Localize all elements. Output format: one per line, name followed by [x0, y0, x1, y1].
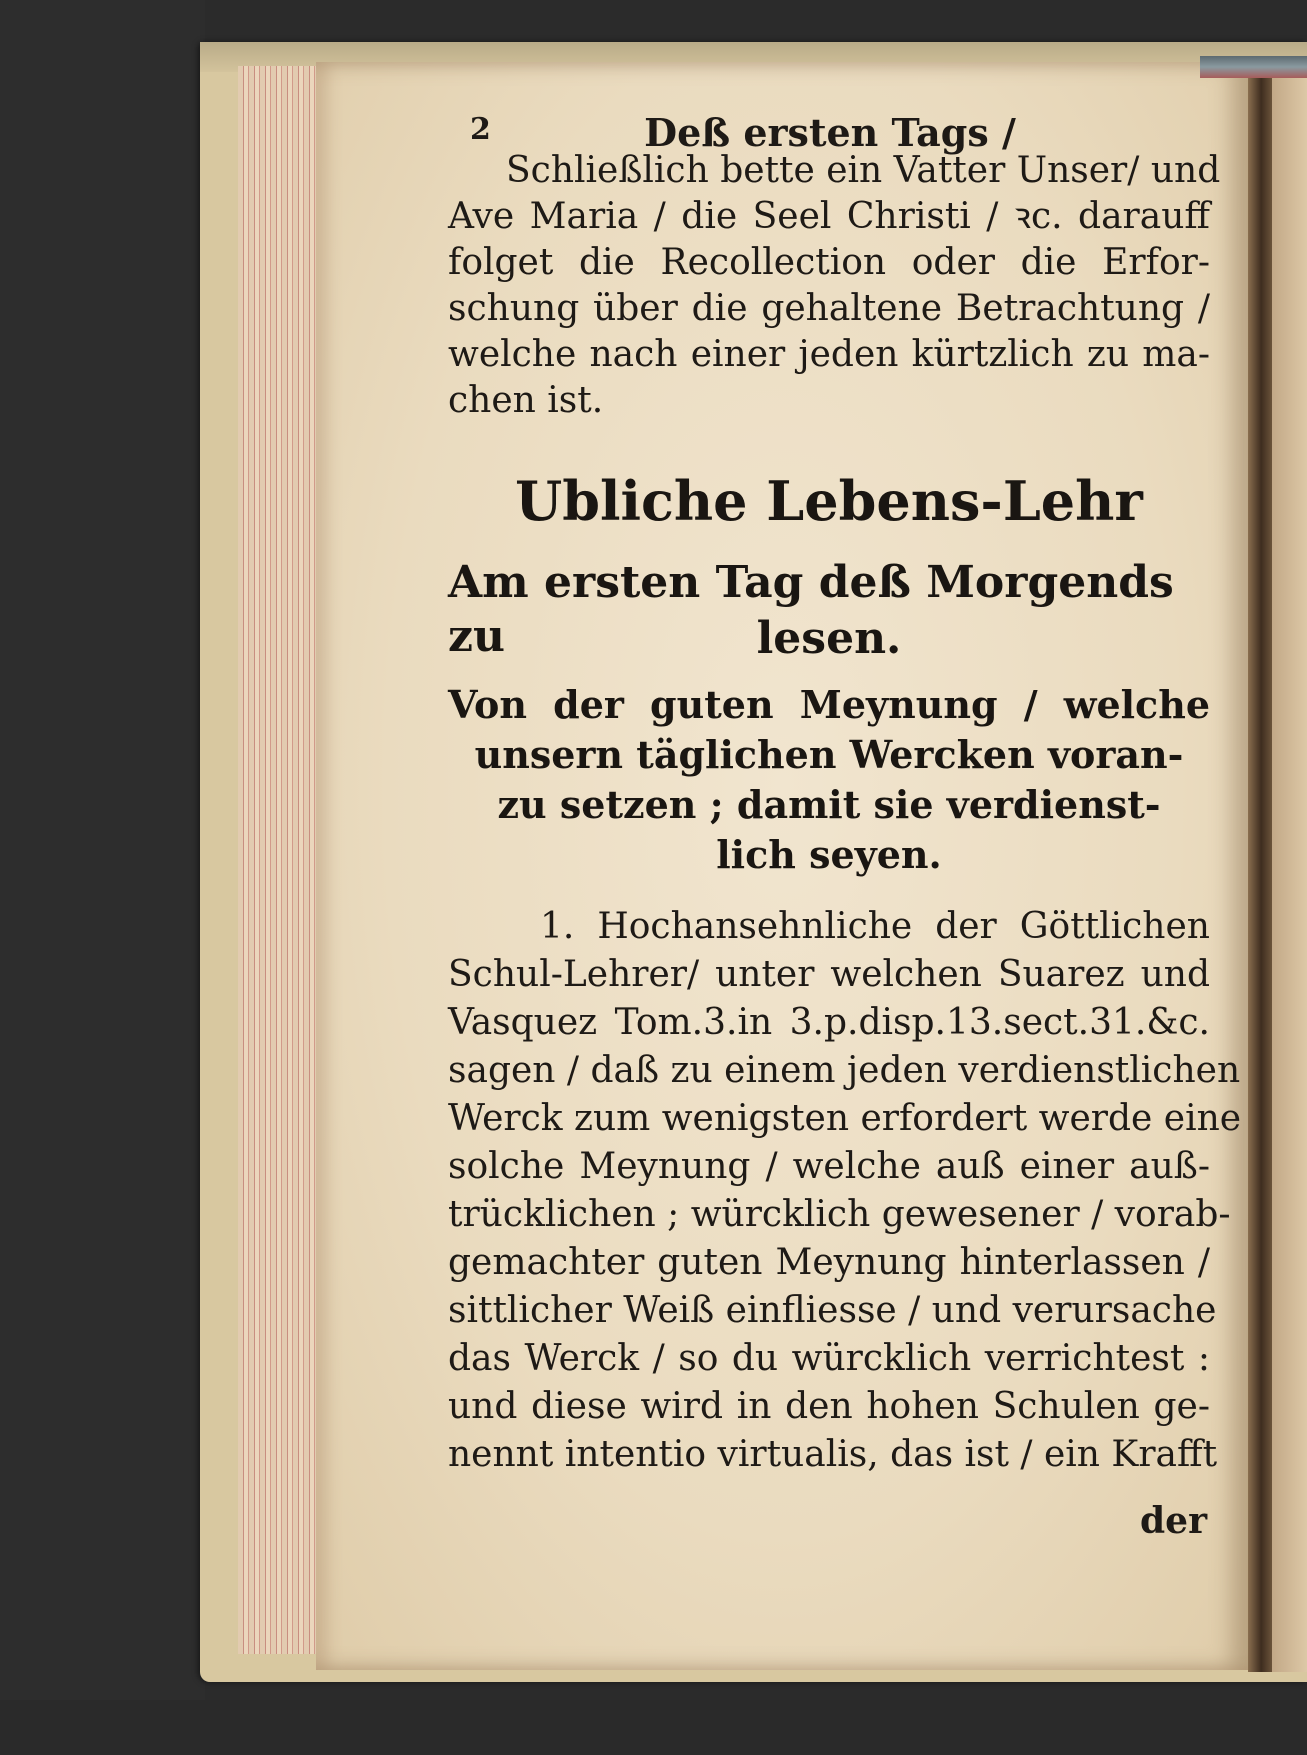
- intro-line-6: chen ist.: [448, 380, 604, 421]
- para1-line-6: solche Meynung / welche auß einer auß-: [448, 1146, 1210, 1187]
- facing-page-edge: [1272, 62, 1307, 1672]
- intro-line-4: schung über die gehaltene Betrachtung /: [448, 288, 1210, 329]
- para1-line-5: Werck zum wenigsten erfordert werde eine: [448, 1098, 1242, 1139]
- para1-line-7: trücklichen ; würcklich gewesener / vorab-: [448, 1194, 1231, 1235]
- section-head-line-1: Von der guten Meynung / welche: [448, 682, 1210, 727]
- section-head-line-4: lich seyen.: [716, 832, 942, 877]
- para1-line-11: und diese wird in den hohen Schulen ge-: [448, 1386, 1210, 1427]
- para1-line-2: Schul-Lehrer/ unter welchen Suarez und: [448, 954, 1210, 995]
- para1-line-4: sagen / daß zu einem jeden verdienstlichen: [448, 1050, 1241, 1091]
- intro-line-1: Schließlich bette ein Vatter Unser/ und: [506, 150, 1221, 191]
- headband: [1200, 56, 1307, 78]
- para1-line-10: das Werck / so du würcklich verrichtest :: [448, 1338, 1210, 1379]
- para1-line-3: Vasquez Tom.3.in 3.p.disp.13.sect.31.&c.: [448, 1002, 1210, 1043]
- para1-line-8: gemachter guten Meynung hinterlassen /: [448, 1242, 1210, 1283]
- section-title: Ubliche Lebens-Lehr: [515, 469, 1143, 533]
- para1-line-12: nennt intentio virtualis, das ist / ein Krafft: [448, 1434, 1218, 1475]
- page-edges: [238, 66, 318, 1654]
- intro-line-3: folget die Recollection oder die Erfor-: [448, 242, 1210, 283]
- subtitle-line-1: Am ersten Tag deß Morgends zu: [448, 557, 1174, 662]
- para1-line-9: sittlicher Weiß einfliesse / und verursache: [448, 1290, 1217, 1331]
- section-head-line-3: zu setzen ; damit sie verdienst-: [497, 782, 1161, 827]
- scan-background-left: [0, 0, 205, 1755]
- catchword: der: [1140, 1500, 1208, 1542]
- intro-line-2: Ave Maria / die Seel Christi / ꝛc. darauff: [448, 196, 1210, 237]
- page-number: 2: [470, 112, 491, 147]
- para1-line-1: 1. Hochansehnliche der Göttlichen: [540, 906, 1210, 947]
- scan-background-bottom: [0, 1700, 1307, 1755]
- book-gutter: [1248, 62, 1272, 1672]
- subtitle-line-2: lesen.: [756, 613, 902, 664]
- section-head-line-2: unsern täglichen Wercken voran-: [474, 732, 1184, 777]
- intro-line-5: welche nach einer jeden kürtzlich zu ma-: [448, 334, 1210, 375]
- running-head: Deß ersten Tags /: [644, 110, 1016, 155]
